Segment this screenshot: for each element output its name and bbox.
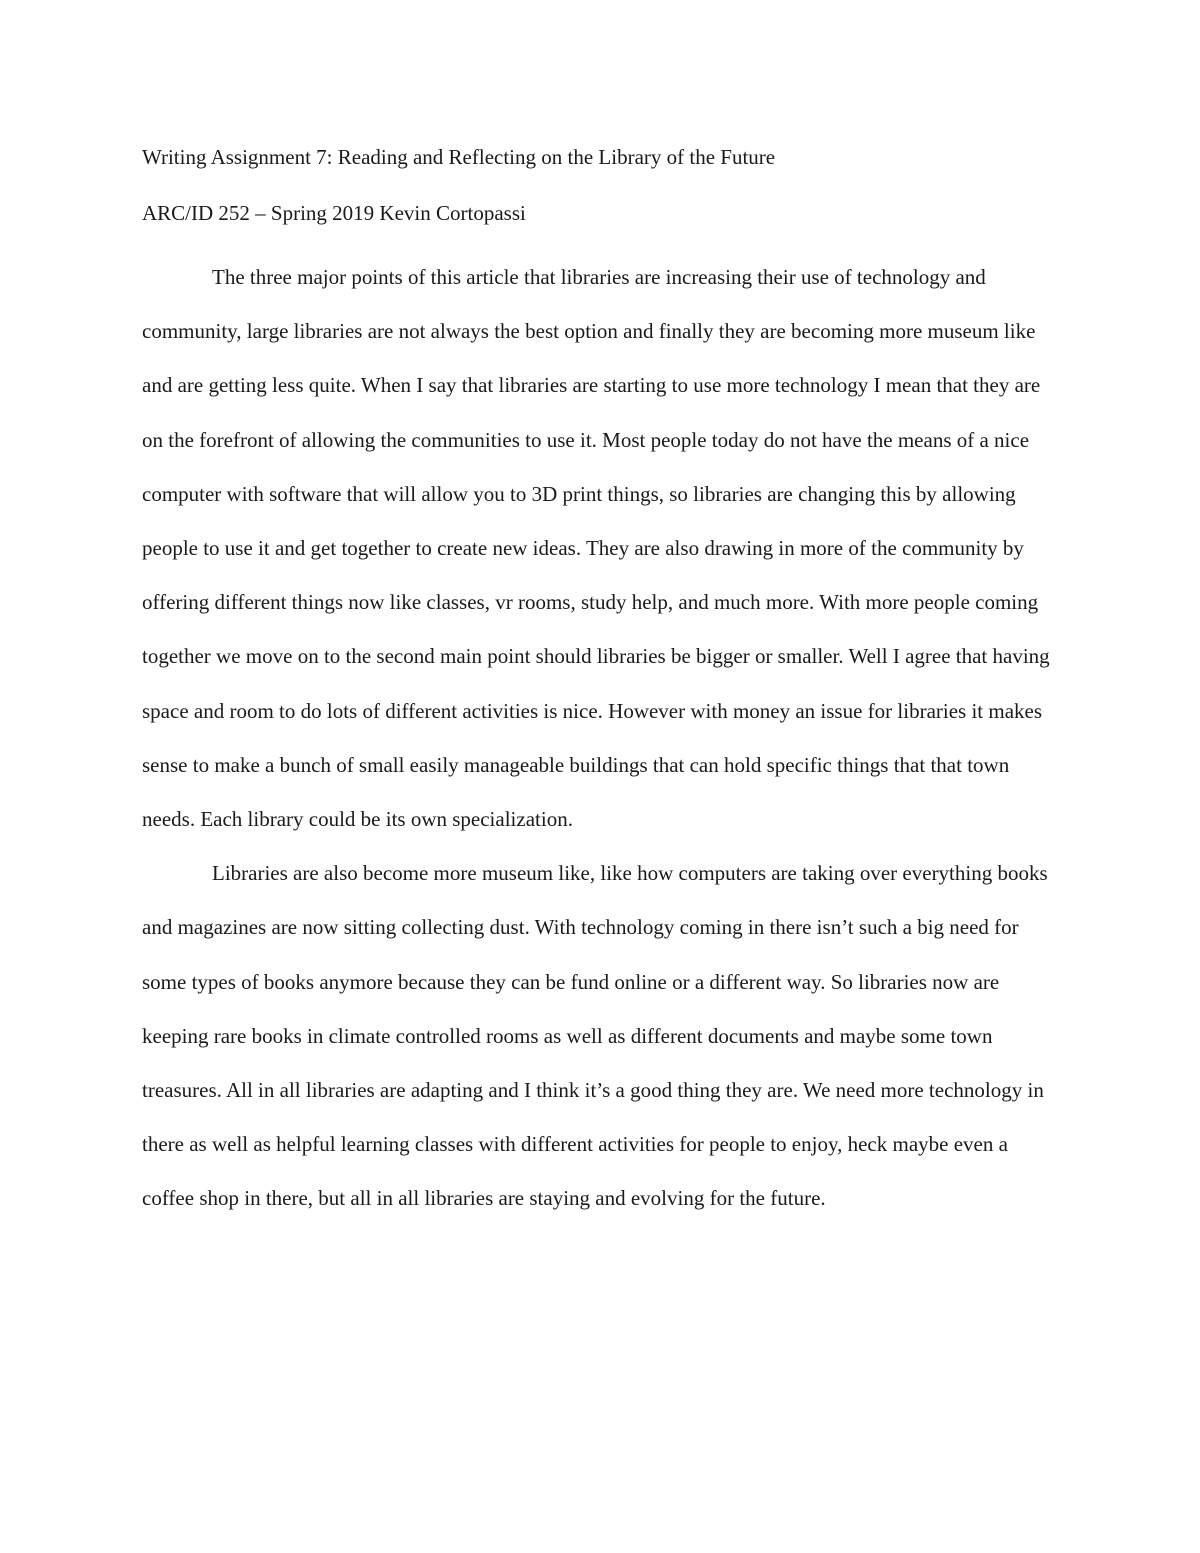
paragraph-1: The three major points of this article that libraries are increasing their use of technology and community, large libraries are not always the best option and finally they are becoming more museum like and are getting less quite. When I say that libraries are starting to use more technology I mean that they are on the forefront of allowing the communities to use it. Most people today do not have the means of a nice computer with software that will allow you to 3D print things, so libraries are changing this by allowing people to use it and get together to create new ideas. They are also drawing in more of the community by offering different things now like classes, vr rooms, study help, and much more. With more people coming together we move on to the second main point should libraries be bigger or smaller. Well I agree that having space and room to do lots of different activities is nice. However with money an issue for libraries it makes sense to make a bunch of small easily manageable buildings that can hold specific things that that town needs. Each library could be its own specialization. bbox=[142, 265, 1050, 832]
course-line: ARC/ID 252 – Spring 2019 Kevin Cortopassi bbox=[142, 201, 526, 225]
document-body bbox=[142, 138, 1062, 1226]
assignment-title: Writing Assignment 7: Reading and Reflecting on the Library of the Future bbox=[142, 145, 776, 169]
paragraph-2: Libraries are also become more museum like, like how computers are taking over everything books and magazines are now sitting collecting dust. With technology coming in there isn’t such a big need for some types of books anymore because they can be fund online or a different way. So libraries now are keeping rare books in climate controlled rooms as well as different documents and maybe some town treasures. All in all libraries are adapting and I think it’s a good thing they are. We need more technology in there as well as helpful learning classes with different activities for people to enjoy, heck maybe even a coffee shop in there, but all in all libraries are staying and evolving for the future. bbox=[142, 861, 1048, 1211]
